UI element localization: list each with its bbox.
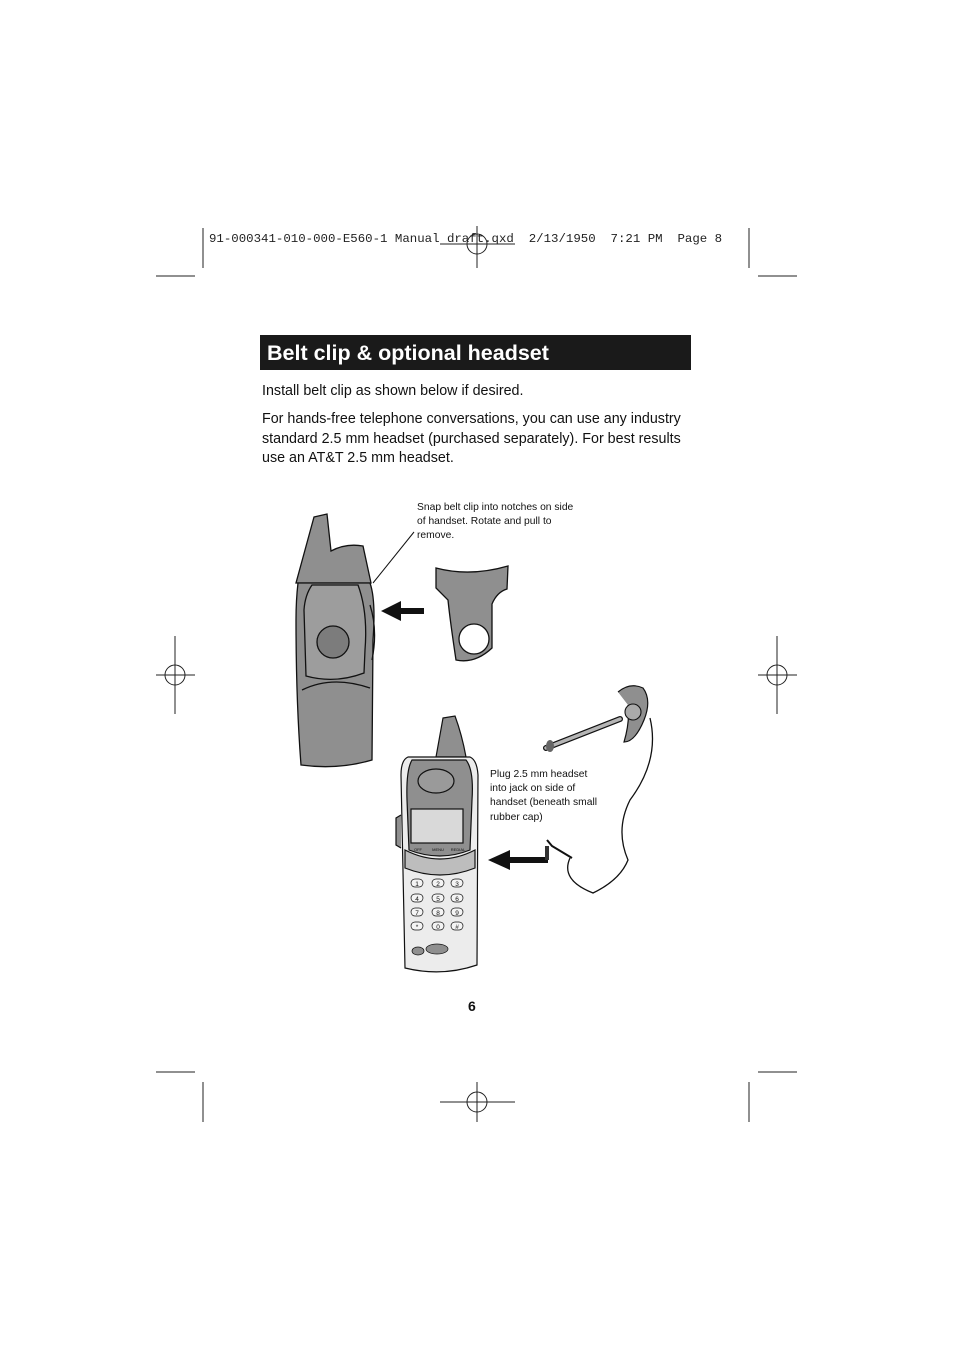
key-7: 7 xyxy=(415,910,419,917)
page-number: 6 xyxy=(468,998,476,1014)
key-3: 3 xyxy=(455,881,459,888)
key-hash: # xyxy=(455,924,459,931)
handset-front-illustration xyxy=(396,716,478,972)
belt-clip-leader-line xyxy=(373,532,414,583)
headset-callout: Plug 2.5 mm headset into jack on side of handset (beneath small rubber cap) xyxy=(490,769,598,823)
key-6: 6 xyxy=(455,896,459,903)
soft-key-menu: MENU xyxy=(432,847,444,852)
crop-marks xyxy=(156,228,797,1122)
registration-mark-left xyxy=(156,636,195,714)
printer-slug: 91-000341-010-000-E560-1 Manual draft.qxd 2/13/1950 7:21 PM Page 8 xyxy=(209,232,723,246)
registration-mark-top xyxy=(440,226,515,268)
registration-mark-right xyxy=(758,636,797,714)
headset-arrow xyxy=(488,850,548,870)
handset-soft-keys xyxy=(414,847,466,852)
registration-mark-bottom xyxy=(440,1082,515,1122)
intro-paragraph: Install belt clip as shown below if desired. xyxy=(262,383,524,399)
key-4: 4 xyxy=(415,896,419,903)
key-9: 9 xyxy=(455,910,459,917)
key-2: 2 xyxy=(436,881,440,888)
soft-key-off: OFF xyxy=(414,847,422,852)
headset-paragraph: For hands-free telephone conversations, you can use any industry standard 2.5 mm headset (purchased separately). For best results use an AT&T 2.5 mm headset. xyxy=(262,411,681,466)
handset-back-illustration xyxy=(296,514,375,767)
key-0: 0 xyxy=(436,924,440,931)
key-star: * xyxy=(415,924,419,931)
belt-clip-illustration xyxy=(436,566,508,661)
key-8: 8 xyxy=(436,910,440,917)
key-1: 1 xyxy=(415,881,419,888)
section-title: Belt clip & optional headset xyxy=(267,341,549,365)
key-5: 5 xyxy=(436,896,440,903)
soft-key-redial: REDIAL xyxy=(450,847,466,852)
belt-clip-callout: Snap belt clip into notches on side of handset. Rotate and pull to remove. xyxy=(417,502,574,542)
belt-clip-arrow xyxy=(381,601,424,621)
